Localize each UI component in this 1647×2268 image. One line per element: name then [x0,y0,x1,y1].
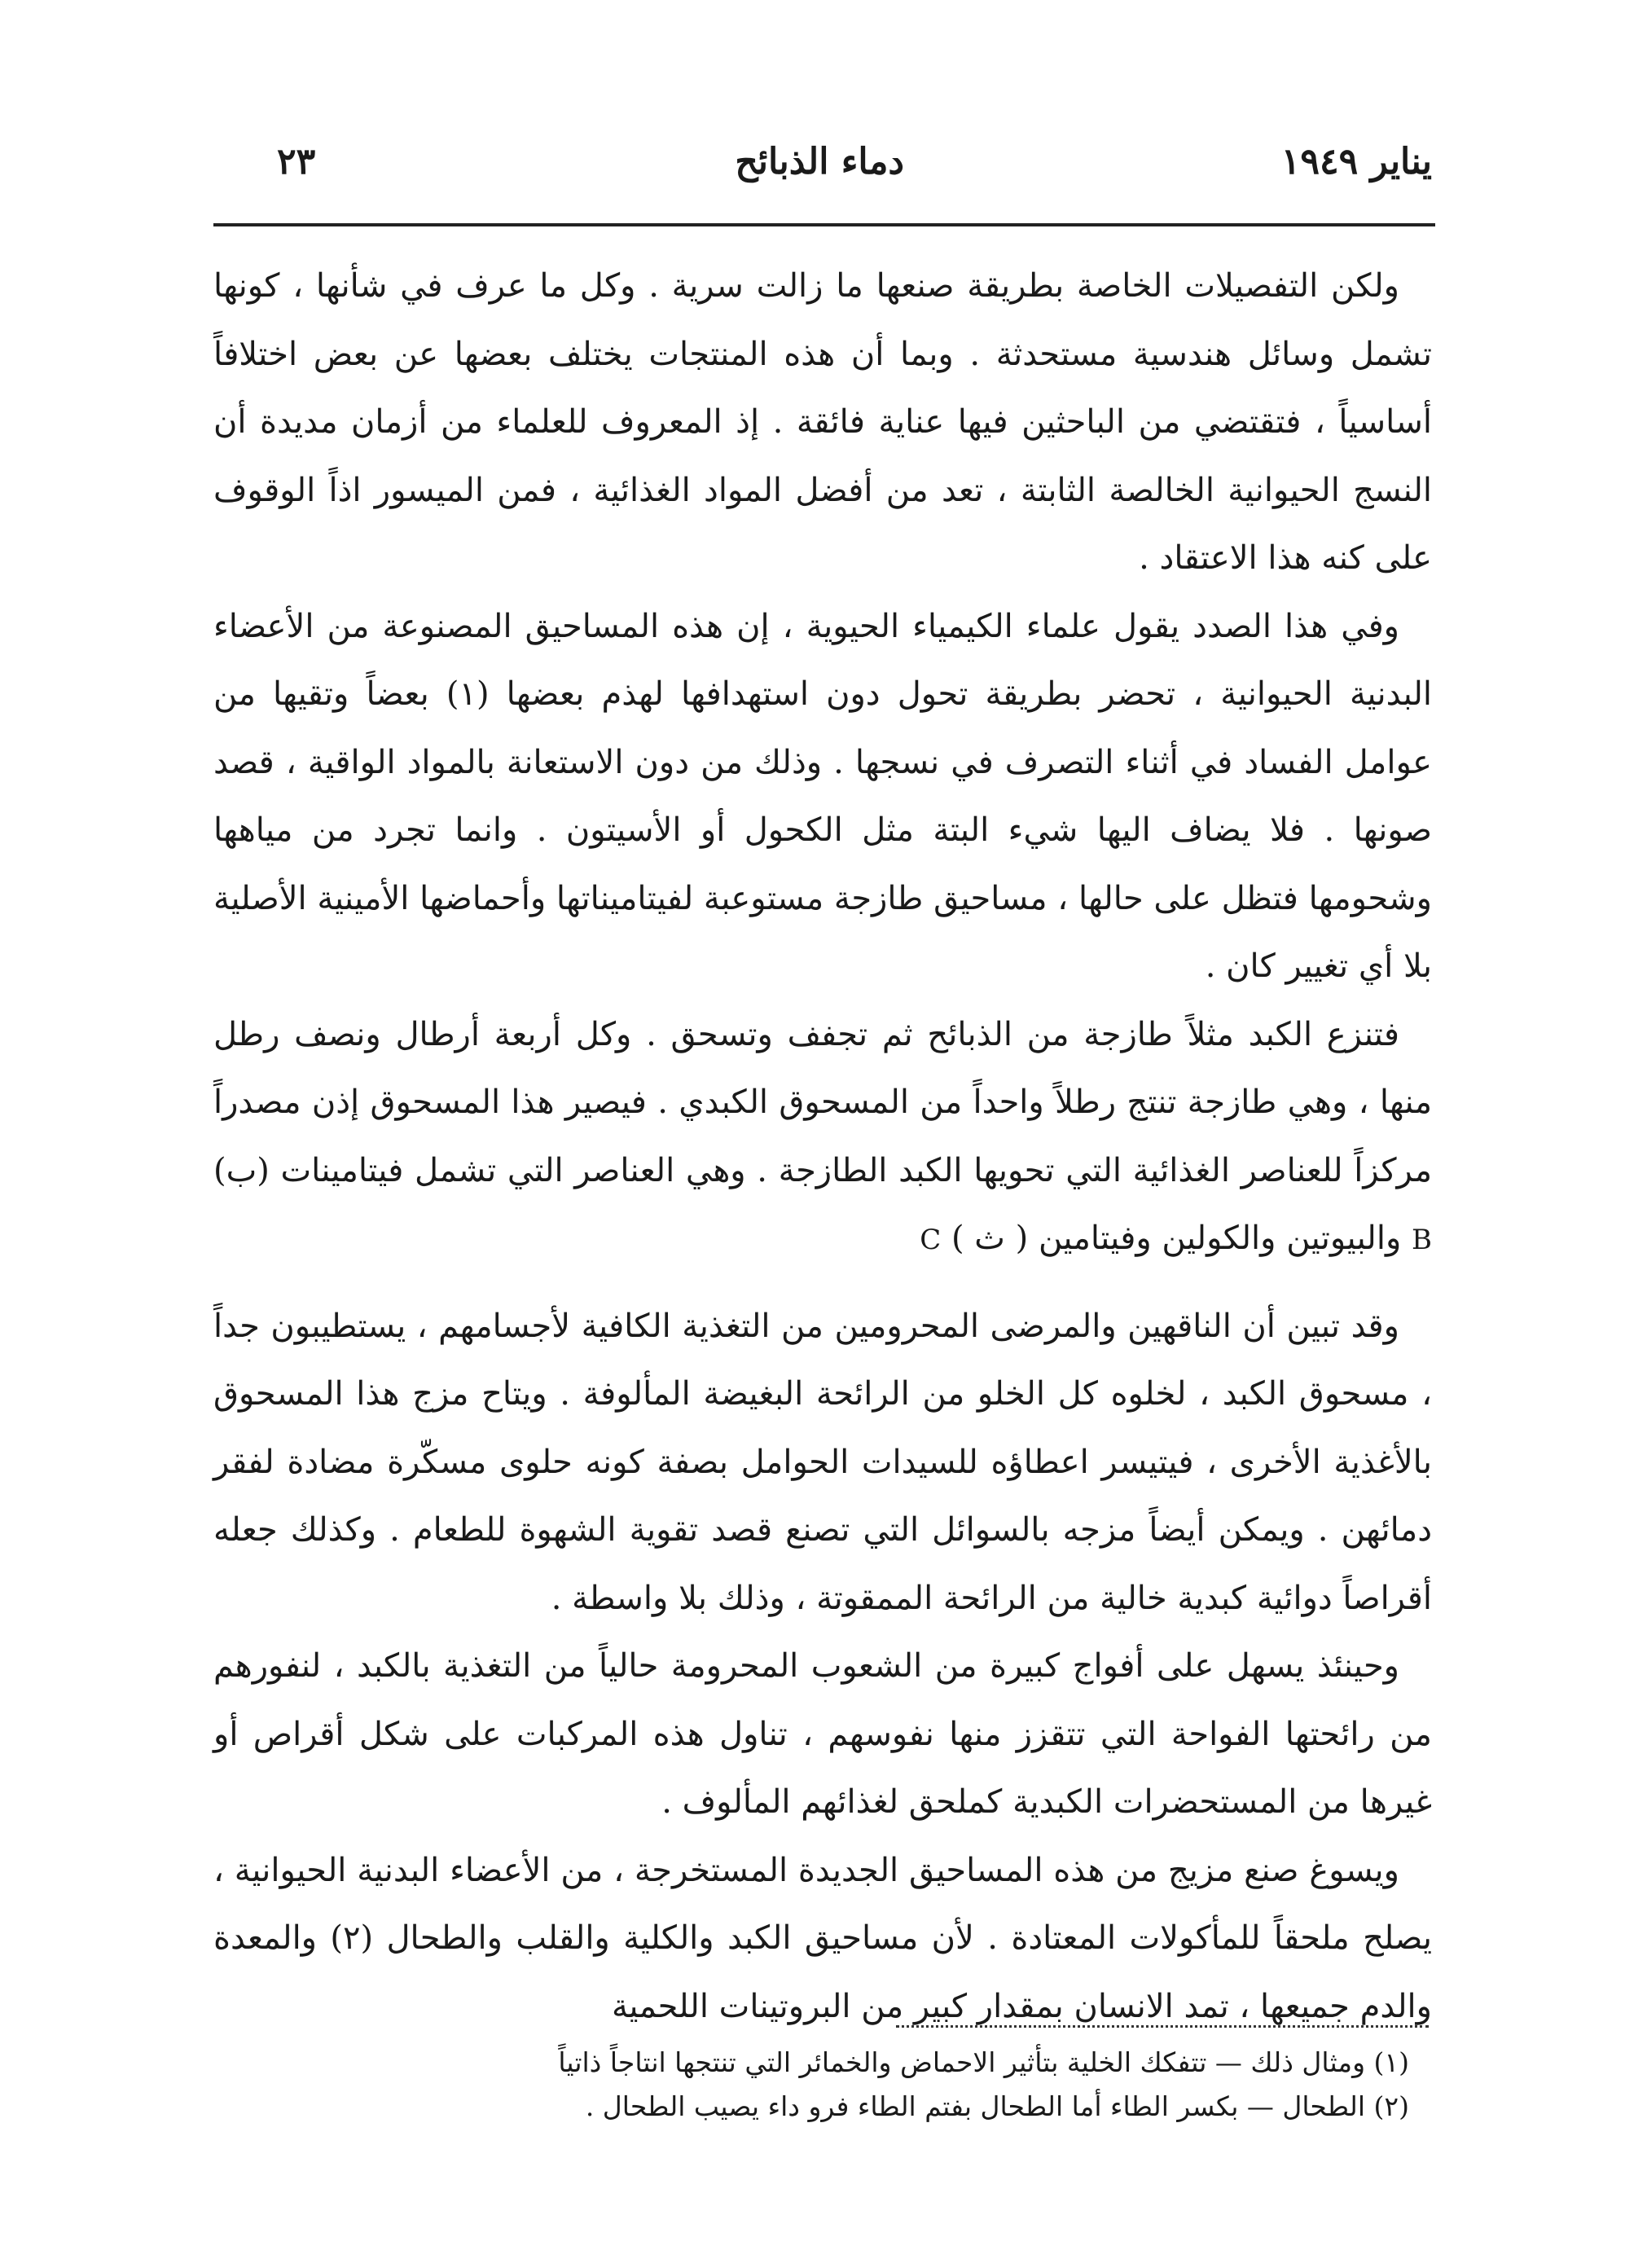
paragraph-3 [213,1001,1432,1275]
header-date: يناير ١٩٤٩ [1280,141,1432,182]
page-header [213,126,1432,200]
header-title: دماء الذبائح [735,141,904,182]
vitamin-line-text: والبيوتين والكولين وفيتامين ( ث ) [951,1220,1402,1257]
header-rule [213,223,1435,226]
paragraph-1: ولكن التفصيلات الخاصة بطريقة صنعها ما زالت سرية . وكل ما عرف في شأنها ، كونها تشمل وسائل هندسية مستحدثة . وبما أن هذه المنتجات يختلف بعضها عن بعض اختلافاً أساسياً ، فتقتضي من الباحثين فيها عناية فائقة . إذ المعروف للعلماء من أزمان مديدة أن النسج الحيوانية الخالصة الثابتة ، تعد من أفضل المواد الغذائية ، فمن الميسور اذاً الوقوف على كنه هذا الاعتقاد . [213,267,1432,577]
vitamin-c-mark: C [920,1224,942,1256]
footnote-2: (٢) الطحال — بكسر الطاء أما الطحال بفتم الطاء فرو داء يصيب الطحال . [585,2090,1409,2122]
vitamin-b-mark: B [1412,1224,1432,1256]
page-number: ٢٣ [277,141,316,182]
paragraph-4: وقد تبين أن الناقهين والمرضى المحرومين من التغذية الكافية لأجسامهم ، يستطيبون جداً ، مسحوق الكبد ، لخلوه كل الخلو من الرائحة البغيضة المألوفة . ويتاح مزج هذا المسحوق بالأغذية الأخرى ، فيتيسر اعطاؤه للسيدات الحوامل بصفة كونه حلوى مسكّرة مضادة لفقر دمائهن . ويمكن أيضاً مزجه بالسوائل التي تصنع قصد تقوية الشهوة للطعام . وكذلك جعله أقراصاً دوائية كبدية خالية من الرائحة الممقوتة ، وذلك بلا واسطة . [213,1307,1433,1617]
article-body [213,253,1432,2041]
footnote-divider [896,2025,1429,2028]
paragraph-3-text: فتنزع الكبد مثلاً طازجة من الذبائح ثم تجفف وتسحق . وكل أربعة أرطال ونصف رطل منها ، وهي طازجة تنتج رطلاً واحداً من المسحوق الكبدي . فيصير هذا المسحوق إذن مصدراً مركزاً للعناصر الغذائية التي تحويها الكبد الطازجة . وهي العناصر التي تشمل فيتامينات (ب) [213,1015,1432,1189]
paragraph-5: وحينئذ يسهل على أفواج كبيرة من الشعوب المحرومة حالياً من التغذية بالكبد ، لنفورهم من رائحتها الفواحة التي تتقزز منها نفوسهم ، تناول هذه المركبات على شكل أقراص أو غيرها من المستحضرات الكبدية كملحق لغذائهم المألوف . [213,1647,1432,1821]
paragraph-6: ويسوغ صنع مزيج من هذه المساحيق الجديدة المستخرجة ، من الأعضاء البدنية الحيوانية ، يصلح ملحقاً للمأكولات المعتادة . لأن مساحيق الكبد والكلية والقلب والطحال (٢) والمعدة والدم جميعها ، تمد الانسان بمقدار كبير من البروتينات اللحمية [213,1851,1433,2025]
footnote-1: (١) ومثال ذلك — تتفكك الخلية بتأثير الاحماض والخمائر التي تنتجها انتاجاً ذاتياً [558,2046,1409,2078]
paragraph-2: وفي هذا الصدد يقول علماء الكيمياء الحيوية ، إن هذه المساحيق المصنوعة من الأعضاء البدنية الحيوانية ، تحضر بطريقة تحول دون استهدافها لهذم بعضها (١) بعضاً وتقيها من عوامل الفساد في أثناء التصرف في نسجها . وذلك من دون الاستعانة بالمواد الواقية ، قصد صونها . فلا يضاف اليها شيء البتة مثل الكحول أو الأسيتون . وانما تجرد من مياهها وشحومها فتظل على حالها ، مساحيق طازجة مستوعبة لفيتاميناتها وأحماضها الأمينية الأصلية بلا أي تغيير كان . [213,607,1433,985]
footnotes [213,2041,1432,2129]
